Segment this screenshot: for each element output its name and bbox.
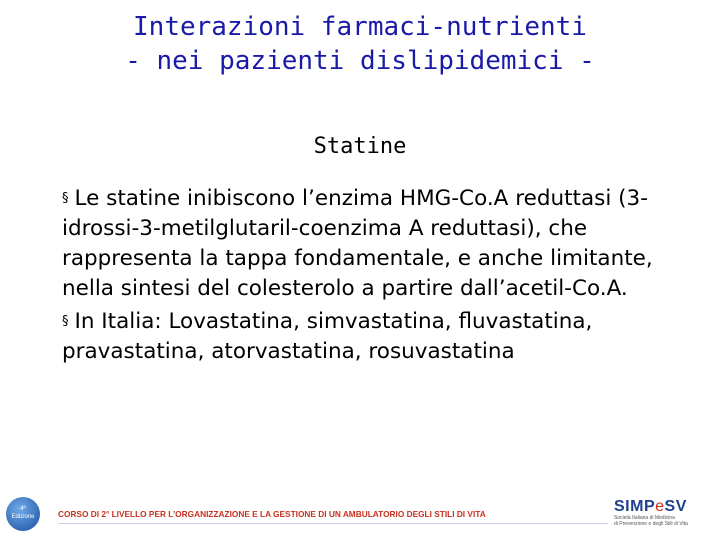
bullet-text: Le statine inibiscono l’enzima HMG-Co.A reduttasi (3-idrossi-3-metilglutaril-coenzima A reduttasi), che rappresenta la tappa fondamentale, e anche limitante, nella sintesi del colesterolo a partire dall’acetil-Co.A. [62, 186, 653, 301]
bullet-text: In Italia: Lovastatina, simvastatina, fluvastatina, pravastatina, atorvastatina, rosuvastatina [62, 309, 593, 364]
edition-badge-icon [6, 497, 40, 531]
badge-label: Edizione [11, 514, 35, 520]
bullet-item-2 [62, 307, 662, 367]
course-title: CORSO DI 2° LIVELLO PER L’ORGANIZZAZIONE E LA GESTIONE DI UN AMBULATORIO DEGLI STILI DI VITA [58, 509, 486, 519]
bullet-icon: § [62, 314, 69, 329]
bullet-item-1 [62, 184, 662, 304]
slide-footer [0, 494, 720, 534]
logo-wordmark: SIMPeSV [614, 498, 687, 515]
title-line-2: - nei pazienti dislipidemici - [125, 46, 595, 76]
title-line-1: Interazioni farmaci-nutrienti [133, 12, 587, 42]
slide-subtitle: Statine [313, 134, 407, 159]
slide-body [62, 184, 662, 370]
simpesv-logo [614, 498, 714, 532]
bullet-icon: § [62, 191, 69, 206]
footer-divider [58, 523, 608, 524]
badge-number: 4ª [20, 506, 26, 512]
logo-subtitle-2: di Prevenzione e degli Stili di Vita [614, 521, 688, 527]
slide-title [0, 10, 720, 78]
logo-subtitle-1: Società Italiana di Medicina [614, 515, 675, 521]
